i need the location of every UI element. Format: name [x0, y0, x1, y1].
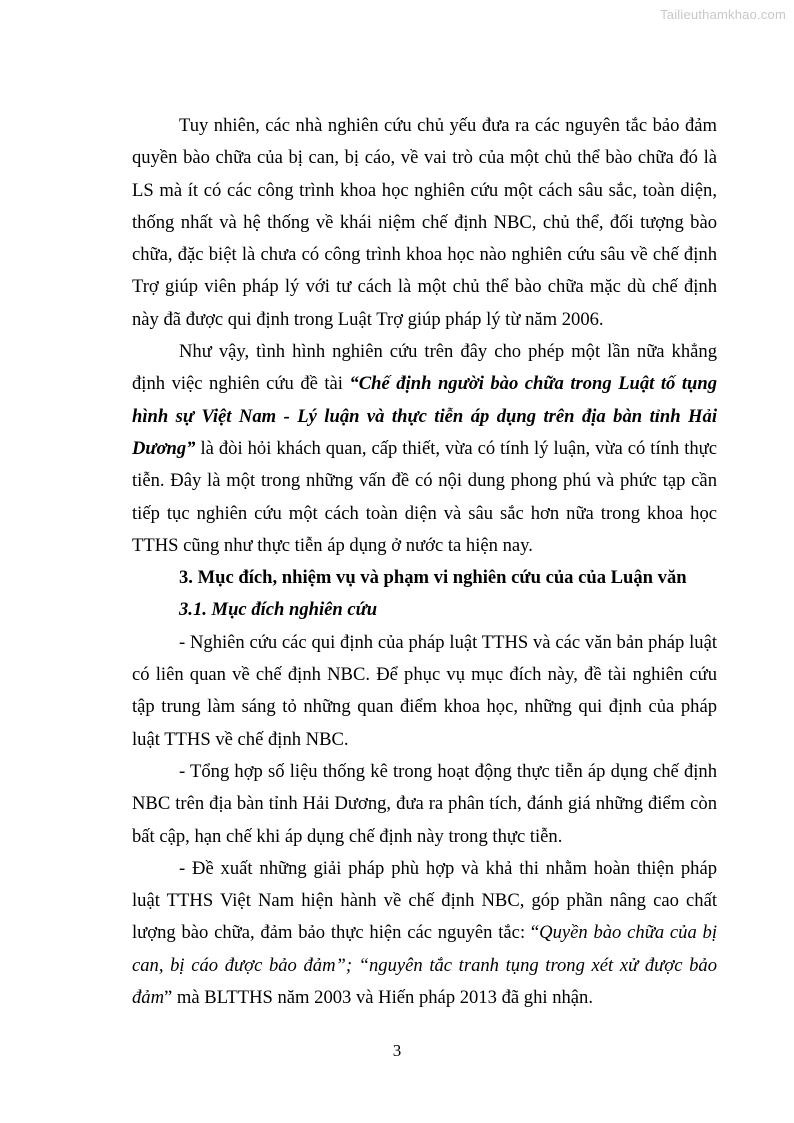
purpose-item-1: - Nghiên cứu các qui định của pháp luật TTHS và các văn bản pháp luật có liên quan về chế định NBC. Để phục vụ mục đích này, đề tài nghiên cứu tập trung làm sáng tỏ những quan điểm khoa học, những qui định của pháp luật TTHS về chế định NBC. — [132, 631, 717, 750]
purpose-item-3 — [132, 853, 717, 1014]
paragraph-tail-text: là đòi hỏi khách quan, cấp thiết, vừa có tính lý luận, vừa có tính thực tiễn. Đây là một trong những vấn đề có nội dung phong phú và phức tạp cần tiếp tục nghiên cứu một cách toàn diện và sâu sắc hơn nữa trong khoa học TTHS cũng như thực tiễn áp dụng ở nước ta hiện nay. — [132, 437, 717, 556]
page-number: 3 — [392, 1041, 402, 1060]
paragraph-tail-text: ” mà BLTTHS năm 2003 và Hiến pháp 2013 đã ghi nhận. — [164, 987, 593, 1009]
paragraph-lead-text: - Đề xuất những giải pháp phù hợp và khả thi nhằm hoàn thiện pháp luật TTHS Việt Nam hiện hành về chế định NBC, góp phần nâng cao chất lượng bào chữa, đảm bảo thực hiện các nguyên tắc: “ — [132, 857, 717, 944]
subsection-heading: 3.1. Mục đích nghiên cứu — [179, 599, 378, 621]
paragraph-topic-justification — [132, 336, 717, 562]
purpose-item-2: - Tổng hợp số liệu thống kê trong hoạt động thực tiễn áp dụng chế định NBC trên địa bàn tỉnh Hải Dương, đưa ra phân tích, đánh giá những điểm còn bất cập, hạn chế khi áp dụng chế định này trong thực tiễn. — [132, 760, 717, 847]
paragraph-lead-text: Như vậy, tình hình nghiên cứu trên đây cho phép một lần nữa khẳng định việc nghiên cứu đề tài — [132, 341, 717, 395]
thesis-title: “Chế định người bào chữa trong Luật tố tụng hình sự Việt Nam - Lý luận và thực tiễn áp dụng trên địa bàn tỉnh Hải Dương” — [132, 373, 717, 459]
paragraph-research-gap: Tuy nhiên, các nhà nghiên cứu chủ yếu đưa ra các nguyên tắc bảo đảm quyền bào chữa của bị can, bị cáo, về vai trò của một chủ thể bào chữa đó là LS mà ít có các công trình khoa học nghiên cứu một cách sâu sắc, toàn diện, thống nhất và hệ thống về khái niệm chế định NBC, chủ thể, đối tượng bào chữa, đặc biệt là chưa có công trình khoa học nào nghiên cứu sâu về chế định Trợ giúp viên pháp lý với tư cách là một chủ thể bào chữa mặc dù chế định này đã được qui định trong Luật Trợ giúp pháp lý từ năm 2006. — [132, 115, 717, 330]
principles-quote: Quyền bào chữa của bị can, bị cáo được bảo đảm”; “nguyên tắc tranh tụng trong xét xử được bảo đảm — [132, 922, 718, 1009]
watermark: Tailieuthamkhao.com — [660, 7, 786, 22]
section-heading: 3. Mục đích, nhiệm vụ và phạm vi nghiên cứu của của Luận văn — [179, 567, 687, 589]
document-body — [132, 110, 717, 1014]
